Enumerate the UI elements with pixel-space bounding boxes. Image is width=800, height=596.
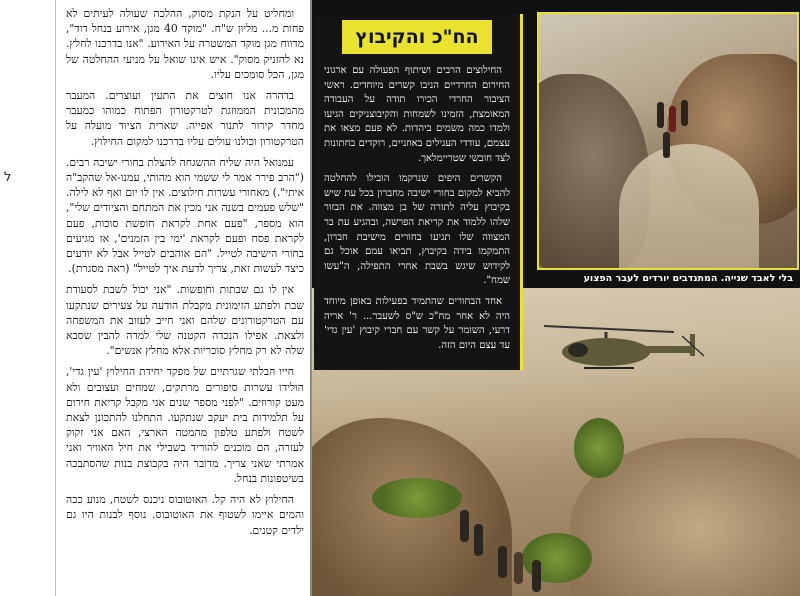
rescuer-figure	[514, 552, 523, 584]
article-paragraph: חייו הבלתי שגרתיים של מפקד יחידת החילוץ 'עין גדי', הולידו עשרות סיפורים מרתקים, שמחים ועצובים ולא מעט קורוזים. "לפני מספר שנים אני מקבל קריאת חירום על תלמידות בית יעקב שנתקעו. התחלנו להתכונן לצאת לשטח ולפתע טלפון מהמטה הארצי, האם אני זקוק לעזרה, הם מוכנים להוריד בשבילי את חיל האוויר ואני אמרתי שאני צריך. מדובר היה בקבוצת בנות שהסתבכה בשיטפונות בנחל.	[66, 365, 304, 485]
rescuer-figure	[474, 524, 483, 556]
magazine-page	[56, 0, 800, 596]
sidebar-paragraph: הקשרים היפים שנרקמו הובילו להחלטה להביא למקום בחורי ישיבה מחברון בכל עת שיש בקיבוץ עליה לתורה של בן מצווה. את הבזור שלהו ללמוד את קריאת הפרשה, ובהגיע עת בר המצווה שלו תגיעו בחורים מישיבת חברון, התמקמו בידה בקיבוץ, תביאו עמם אוכל גם לקידוש שיגש בשבת אחרי התפילה, ה"עשו שמח".	[324, 173, 510, 287]
article-paragraph: בדהרה אנו חוצים את התעין ועוצרים. המעבר מהמכונית הממוזגת לטרקטורון הפתוח כמוהו כמעבר מחדר קירור לתנור אפייה. שארית הציוד מועלה על הטרקטורון וכולנו עולים עליו בדרכנו למקום החילוץ.	[66, 89, 304, 148]
rescuer-figure	[532, 560, 541, 592]
rescuer-figure	[498, 546, 507, 578]
bush	[372, 478, 462, 518]
article-paragraph: ומחליט על הנקת מסוק, ההלכה שעולה לעיתים לא פחות מ... מליון ש"ח. "מוקד 40 מגן, אירוע בנחל דוד", מדווח מגן מוקד המשטרה על האירוע. "אנו בדרכנו לחלץ. נא להזניק מסוק". איש אינו שואל על מניעי ההחלטה של מגן, הכל סומכים עליו.	[66, 7, 304, 81]
sidebar-body	[314, 60, 520, 353]
article-paragraph: החילוץ לא היה קל. האוטובוס ניכנס לשטח, מנוע ככה והמים איימו לשטוף את האוטובוס. נוסף לבנות היו גם ילדים קטנים.	[66, 493, 304, 537]
article-paragraph: אין לו גם שבתות וחופשות. "אני יכול לשבת לסעודת שבת ולפתע הזימונית מקבלת הודעה על צעירים שנתקעו עם הטרקטורונים שלהם ואני חייב לעזוב את המשפחה ולצאת. אפילו הנכדה הקטנה שלי למדה להבין שסבא שלה לא רק מחלץ סוכריות אלא מחלץ אנשים".	[66, 283, 304, 358]
rescuer-figure	[681, 100, 688, 126]
sidebar-paragraph: אחד הבחורים שהתמיד בפעילות באופן מיוחד היה לא אחר מח"כ ש"ס לשעבר... ר' אריה דרעי, השומר על קשר עם חברי קיבוץ 'עין גדי' עד עצם היום הזה.	[324, 295, 510, 351]
margin-mark: ל	[4, 170, 12, 185]
hikers-photo	[537, 12, 799, 270]
adjacent-page-strip	[0, 0, 56, 596]
sidebar-title: הח"כ והקיבוץ	[342, 20, 492, 54]
rescuer-figure	[663, 132, 670, 158]
article-text-column	[66, 6, 304, 596]
article-paragraph: עמנואל היה שליח ההשגחה להצלת בחורי ישיבה רבים. ("הרב פירר אמר לי ששמי הוא מהותי, עמנו-אל שהקב"ה איתי".) מאחורי עשרות חילוצים. אין לו יום ואף לא לילה. "שלש פעמים בשנה אני מכין את המתחם והציודים שלי", הוא מספר, "פעם אחת לקראת חופשת סוכות, פעם לקראת פסח ופעם לקראת 'ימי בין הזמנים', אז מגיעים בחורי הישיבה לטייל. "הם אוהבים לטייל אבל לא יודעים כיצד לעשות זאת, צריך לדעת איך לטייל" (ראה מסגרת).	[66, 155, 304, 276]
rescuer-figure	[657, 102, 664, 128]
rescuer-figure	[669, 106, 676, 132]
photo-caption: בלי לאבד שנייה. המתנדבים יורדים לעבר הפצוע	[537, 270, 799, 288]
helicopter	[544, 318, 714, 388]
rescuer-figure	[460, 510, 469, 542]
sidebar-box	[314, 14, 523, 370]
canyon-path	[619, 144, 759, 270]
bush	[574, 418, 624, 478]
sidebar-paragraph: החילוצים הרבים ושיתוף הפעולה עם ארגוני החירום החרדיים הניבו קשרים מיוחדים. ראשי הציבור החרדי הכירו תודה על העבודה המאומצת, הזמינו לשמחות והקיבוצניקים הגיעו ולמדו כמה משמים ביהדות. לא פעם מצאו את עצמם, עודדי העגילים באוזניים, רוקדים בחתונות לצד חובשי שטריימלאך.	[324, 65, 510, 164]
